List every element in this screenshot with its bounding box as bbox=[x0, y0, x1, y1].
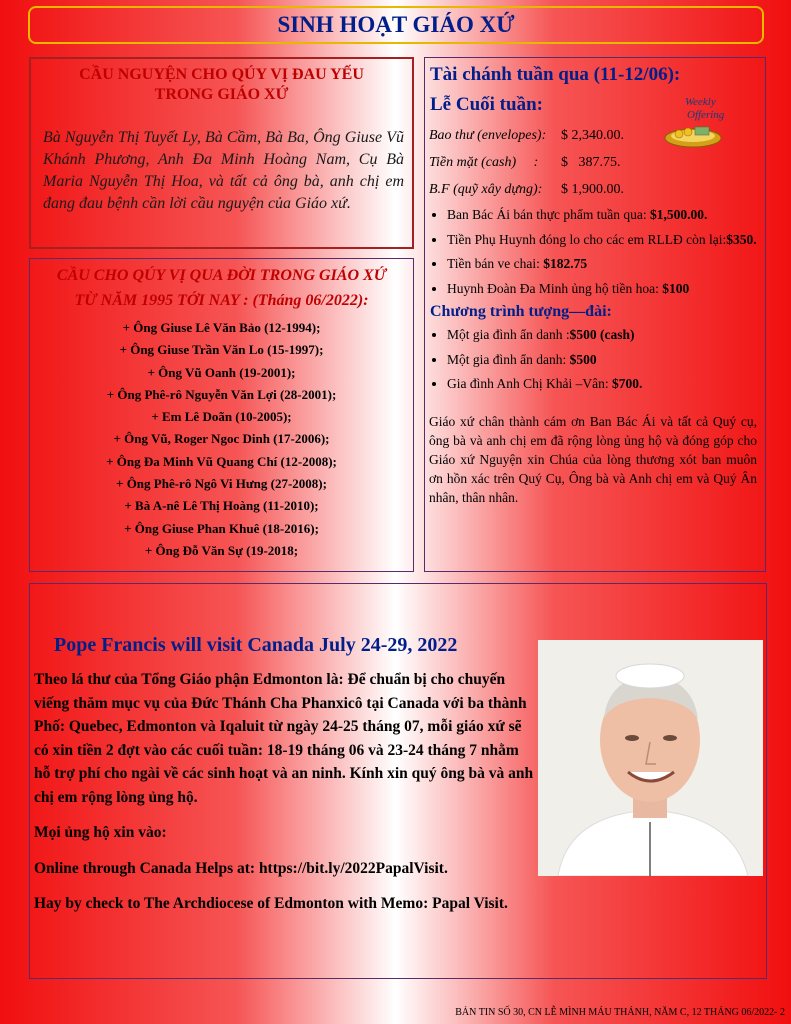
deceased-item: + Ông Phê-rô Nguyễn Văn Lợi (28-2001); bbox=[106, 386, 337, 402]
statue-item-amount: $700. bbox=[612, 376, 643, 391]
page-title: SINH HOẠT GIÁO XỨ bbox=[28, 6, 764, 44]
finance-item bbox=[447, 205, 759, 225]
deceased-item: + Ông Vũ, Roger Ngoc Dinh (17-2006); bbox=[113, 431, 330, 447]
papal-paragraph: Theo lá thư của Tổng Giáo phận Edmonton là: Để chuẩn bị cho chuyến viếng thăm mục vụ của Đức Thánh Cha Phanxicô tại Canada với ba thành Phố: Quebec, Edmonton và Iqaluit từ ngày 24-25 tháng 07, mỗi giáo xứ sẽ có xin tiền 2 đợt vào các cuối tuần: 18-19 tháng 06 và 23-24 tháng 7 nhằm hỗ trợ phí cho ngài về các sinh hoạt và an ninh. Kính xin quý ông bà và anh chị em rộng lòng ủng hộ. bbox=[34, 671, 534, 806]
papal-visit-text bbox=[34, 668, 534, 928]
deceased-item: + Bà A-nê Lê Thị Hoàng (11-2010); bbox=[124, 498, 319, 514]
pope-photo bbox=[538, 640, 763, 876]
finance-item bbox=[447, 230, 759, 250]
finance-item-amount: $350. bbox=[726, 231, 757, 247]
deceased-item: + Ông Giuse Lê Văn Bảo (12-1994); bbox=[122, 320, 321, 335]
finance-item-amount: $1,500.00. bbox=[650, 207, 708, 222]
thanks-note: Giáo xứ chân thành cám ơn Ban Bác Ái và tất cả Quý cụ, ông bà và anh chị em đã rộng lòng ủng hộ và đóng góp cho Giáo xứ Nguyện xin Chúa của lòng thương xót ban muôn ơn hồn xác trên Quý Cụ, Ông bà và Anh chị em và Quý Ân nhân, thân nhân. bbox=[429, 413, 757, 505]
finance-title: Tài chánh tuần qua (11-12/06): bbox=[430, 64, 681, 85]
finance-row bbox=[429, 176, 765, 203]
finance-row-label: B.F (quỹ xây dựng): bbox=[429, 182, 543, 197]
finance-row bbox=[429, 149, 765, 176]
papal-visit-title: Pope Francis will visit Canada July 24-29, 2022 bbox=[54, 634, 458, 656]
finance-item bbox=[447, 254, 759, 274]
deceased-item: + Ông Vũ Oanh (19-2001); bbox=[147, 364, 296, 380]
finance-item-text: Tiền bán ve chai: bbox=[447, 256, 544, 271]
logo-text-line1: Weekly bbox=[685, 96, 716, 108]
deceased-item: + Ông Phê-rô Ngô Vi Hưng (27-2008); bbox=[116, 476, 327, 492]
deceased-heading bbox=[30, 263, 413, 313]
finance-item-text: Huynh Đoàn Đa Minh ủng hộ tiền hoa: bbox=[447, 280, 663, 296]
finance-row-value: $ 2,340.00. bbox=[561, 128, 624, 143]
finance-section bbox=[424, 57, 766, 572]
finance-row-label: Bao thư (envelopes): bbox=[429, 128, 547, 143]
statue-item-text: Một gia đình ẩn danh: bbox=[447, 351, 570, 367]
statue-item bbox=[447, 350, 759, 370]
deceased-heading-line2: TỪ NĂM 1995 TỚI NAY : (Tháng 06/2022): bbox=[74, 292, 369, 309]
deceased-item: + Ông Đa Minh Vũ Quang Chí (12-2008); bbox=[106, 453, 337, 469]
papal-visit-section bbox=[29, 583, 767, 979]
statue-item-text: Gia đình Anh Chị Khải –Vân: bbox=[447, 376, 612, 391]
pray-for-sick-section bbox=[29, 57, 414, 249]
deceased-list bbox=[30, 317, 413, 562]
pray-sick-body: Bà Nguyễn Thị Tuyết Ly, Bà Cầm, Bà Ba, Ông Giuse Vũ Khánh Phương, Anh Đa Minh Hoàng Nam, Cụ Bà Maria Nguyễn Thị Hoa, và tất cả ông bà, anh chị em đang đau bệnh cần lời cầu nguyện của Giáo xứ. bbox=[43, 129, 404, 212]
finance-row-value: $ 387.75. bbox=[561, 155, 621, 170]
deceased-item: + Em Lê Doãn (10-2005); bbox=[151, 409, 292, 425]
pray-sick-heading-line2: TRONG GIÁO XỨ bbox=[154, 86, 289, 103]
statue-item-amount: $500 (cash) bbox=[569, 327, 635, 342]
deceased-section bbox=[29, 258, 414, 572]
finance-row-value: $ 1,900.00. bbox=[561, 182, 624, 197]
papal-paragraph: Hay by check to The Archdiocese of Edmonton with Memo: Papal Visit. bbox=[34, 895, 508, 912]
finance-item bbox=[447, 279, 759, 299]
finance-subtitle: Lễ Cuối tuần: bbox=[430, 94, 543, 115]
pray-sick-heading bbox=[31, 65, 412, 105]
statue-program-title: Chương trình tượng—đài: bbox=[430, 303, 612, 320]
finance-item-text: Tiền Phụ Huynh đóng lo cho các em RLLĐ còn lại: bbox=[447, 231, 727, 247]
finance-row-label: Tiền mặt (cash) : bbox=[429, 155, 539, 170]
deceased-item: + Ông Giuse Phan Khuê (18-2016); bbox=[124, 520, 319, 536]
footer-caption: BẢN TIN SỐ 30, CN LỄ MÌNH MÁU THÁNH, NĂM C, 12 THÁNG 06/2022- 2 bbox=[455, 1007, 785, 1018]
statue-item-text: Một gia đình ẩn danh : bbox=[447, 327, 570, 342]
statue-item bbox=[447, 374, 759, 394]
statue-item-amount: $500 bbox=[569, 351, 597, 367]
deceased-item: + Ông Đỗ Văn Sự (19-2018; bbox=[144, 542, 299, 558]
finance-items bbox=[425, 205, 765, 298]
weekly-offering-logo bbox=[657, 94, 733, 150]
papal-paragraph: Online through Canada Helps at: https://bit.ly/2022PapalVisit. bbox=[34, 859, 448, 877]
statue-item bbox=[447, 325, 759, 345]
papal-paragraph: Mọi ủng hộ xin vào: bbox=[34, 824, 167, 841]
finance-item-amount: $182.75 bbox=[543, 256, 588, 271]
logo-text-line2: Offering bbox=[687, 109, 725, 121]
deceased-heading-line1: CẦU CHO QÚY VỊ QUA ĐỜI TRONG GIÁO XỨ bbox=[56, 267, 387, 284]
statue-items bbox=[425, 325, 765, 394]
finance-item-amount: $100 bbox=[662, 280, 690, 296]
pray-sick-heading-line1: CẦU NGUYỆN CHO QÚY VỊ ĐAU YẾU bbox=[79, 66, 364, 83]
finance-item-text: Ban Bác Ái bán thực phẩm tuần qua: bbox=[447, 207, 651, 222]
deceased-item: + Ông Giuse Trần Văn Lo (15-1997); bbox=[119, 342, 324, 358]
